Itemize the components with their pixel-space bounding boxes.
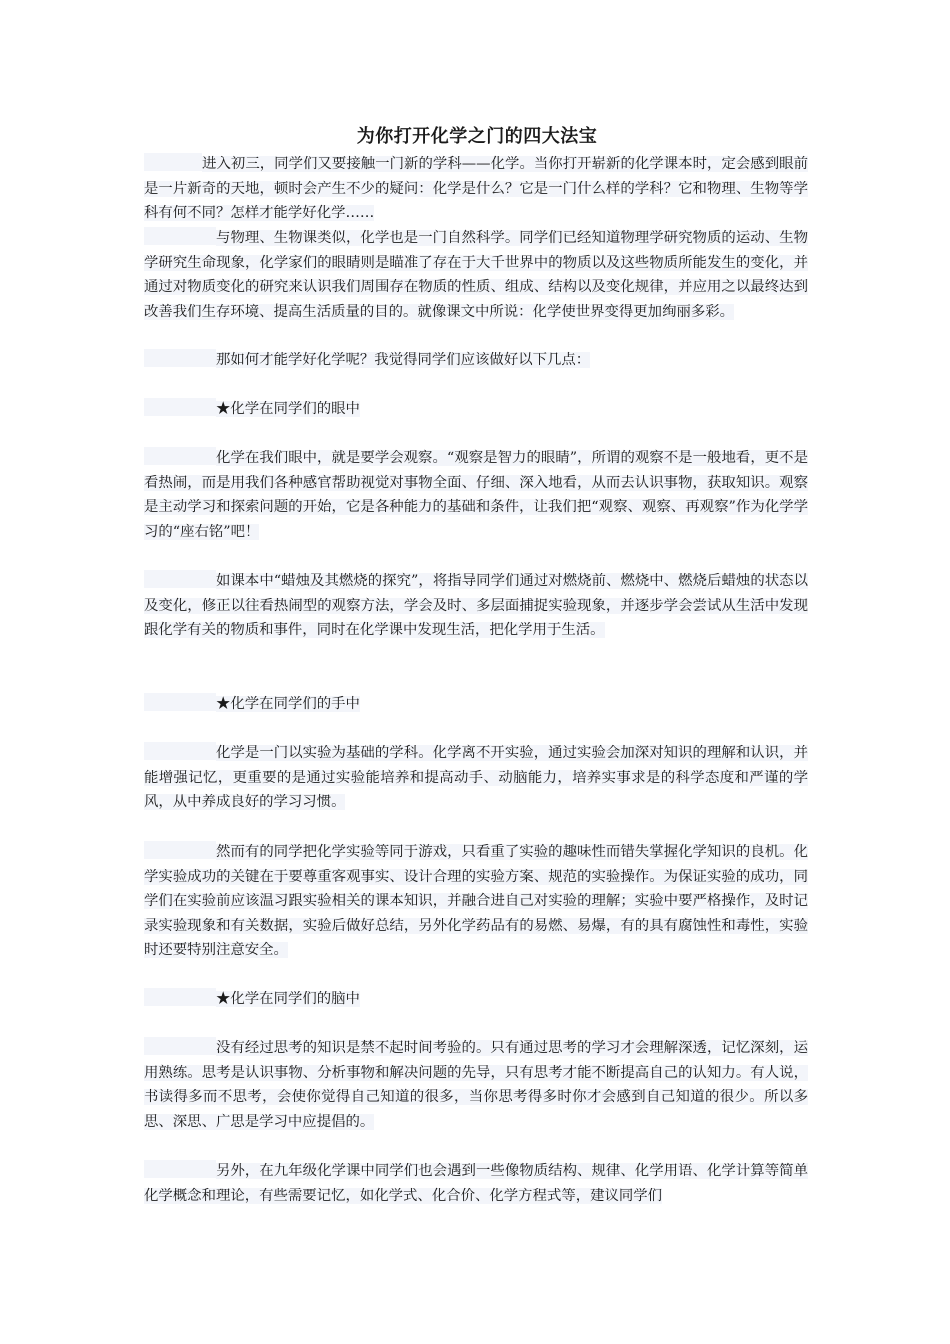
paragraph-how-to-learn: 那如何才能学好化学呢？我觉得同学们应该做好以下几点： — [144, 348, 808, 373]
paragraph-indent — [144, 693, 216, 711]
paragraph-indent — [144, 570, 216, 588]
paragraph-indent — [144, 1160, 216, 1178]
paragraph-indent — [144, 841, 216, 859]
paragraph-candle-example: 如课本中“蜡烛及其燃烧的探究”，将指导同学们通过对燃烧前、燃烧中、燃烧后蜡烛的状态以及变化，修正以往看热闹型的观察方法，学会及时、多层面捕捉实验现象，并逐步学会尝试从生活中发现跟化学有关的物质和事件，同时在化学课中发现生活，把化学用于生活。 — [144, 569, 808, 643]
paragraph-observation: 化学在我们眼中，就是要学会观察。“观察是智力的眼睛”，所谓的观察不是一般地看，更不是看热闹，而是用我们各种感官帮助视觉对事物全面、仔细、深入地看，从而去认识事物，获取知识。观察是主动学习和探索问题的开始，它是各种能力的基础和条件，让我们把“观察、观察、再观察”作为化学学习的“座右铭”吧！ — [144, 446, 808, 544]
paragraph-science: 与物理、生物课类似，化学也是一门自然科学。同学们已经知道物理学研究物质的运动、生物学研究生命现象，化学家们的眼睛则是瞄准了存在于大千世界中的物质以及这些物质所能发生的变化，并通过对物质变化的研究来认识我们周围存在物质的性质、组成、结构以及变化规律，并应用之以最终达到改善我们生存环境、提高生活质量的目的。就像课文中所说：化学使世界变得更加绚丽多彩。 — [144, 226, 808, 324]
paragraph-indent — [144, 398, 216, 416]
section-heading-eyes: ★化学在同学们的眼中 — [144, 397, 808, 422]
document-title: 为你打开化学之门的四大法宝 — [356, 126, 598, 147]
paragraph-indent — [144, 742, 216, 760]
paragraph-experiment: 化学是一门以实验为基础的学科。化学离不开实验，通过实验会加深对知识的理解和认识，并能增强记忆，更重要的是通过实验能培养和提高动手、动脑能力，培养实事求是的科学态度和严谨的学风，从中养成良好的学习习惯。 — [144, 741, 808, 815]
paragraph-thinking: 没有经过思考的知识是禁不起时间考验的。只有通过思考的学习才会理解深透，记忆深刻，运用熟练。思考是认识事物、分析事物和解决问题的先导，只有思考才能不断提高自己的认知力。有人说，书读得多而不思考，会使你觉得自己知道的很多，当你思考得多时你才会感到自己知道的很少。所以多思、深思、广思是学习中应提倡的。 — [144, 1036, 808, 1134]
section-heading-brain: ★化学在同学们的脑中 — [144, 987, 808, 1012]
section-heading-hands: ★化学在同学们的手中 — [144, 692, 808, 717]
paragraph-indent — [144, 227, 216, 245]
paragraph-intro: 进入初三，同学们又要接触一门新的学科——化学。当你打开崭新的化学课本时，定会感到眼前是一片新奇的天地，顿时会产生不少的疑问：化学是什么？它是一门什么样的学科？它和物理、生物等学科有何不同？怎样才能学好化学…… — [144, 152, 808, 226]
paragraph-indent — [144, 447, 216, 465]
paragraph-indent — [144, 988, 216, 1006]
paragraph-indent — [144, 349, 216, 367]
paragraph-indent — [144, 1037, 216, 1055]
paragraph-indent — [144, 153, 202, 171]
paragraph-memorization: 另外，在九年级化学课中同学们也会遇到一些像物质结构、规律、化学用语、化学计算等简单化学概念和理论，有些需要记忆，如化学式、化合价、化学方程式等，建议同学们 — [144, 1159, 808, 1208]
paragraph-experiment-safety: 然而有的同学把化学实验等同于游戏，只看重了实验的趣味性而错失掌握化学知识的良机。化学实验成功的关键在于要尊重客观事实、设计合理的实验方案、规范的实验操作。为保证实验的成功，同学们在实验前应该温习跟实验相关的课本知识，并融合进自己对实验的理解；实验中要严格操作，及时记录实验现象和有关数据，实验后做好总结，另外化学药品有的易燃、易爆，有的具有腐蚀性和毒性，实验时还要特别注意安全。 — [144, 840, 808, 963]
